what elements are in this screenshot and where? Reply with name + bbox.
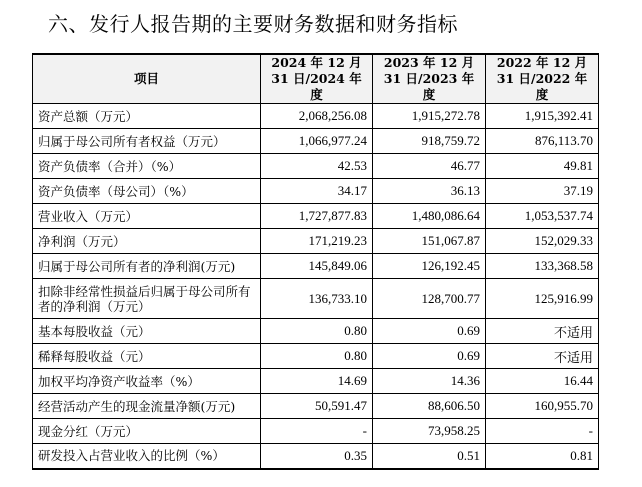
row-label: 资产负债率（母公司）（%）	[33, 179, 261, 204]
value-2023: 14.36	[373, 369, 486, 394]
value-2022: 0.81	[486, 444, 599, 469]
table-row	[33, 129, 599, 154]
table-row	[33, 344, 599, 369]
value-2022: 不适用	[486, 319, 599, 344]
value-2024: 136,733.10	[261, 279, 373, 319]
value-2022: 不适用	[486, 344, 599, 369]
value-2022: -	[486, 419, 599, 444]
row-label: 加权平均净资产收益率（%）	[33, 369, 261, 394]
table-row	[33, 369, 599, 394]
row-label: 基本每股收益（元）	[33, 319, 261, 344]
value-2023: 0.69	[373, 319, 486, 344]
value-2022: 876,113.70	[486, 129, 599, 154]
table-row	[33, 229, 599, 254]
table-row	[33, 254, 599, 279]
table-row	[33, 419, 599, 444]
row-label: 现金分红（万元）	[33, 419, 261, 444]
value-2022: 37.19	[486, 179, 599, 204]
value-2023: 0.69	[373, 344, 486, 369]
value-2022: 16.44	[486, 369, 599, 394]
header-2022: 2022 年 12 月 31 日/2022 年度	[486, 54, 599, 104]
row-label: 营业收入（万元）	[33, 204, 261, 229]
value-2023: 918,759.72	[373, 129, 486, 154]
value-2024: 0.80	[261, 344, 373, 369]
table-row	[33, 444, 599, 469]
value-2023: 128,700.77	[373, 279, 486, 319]
value-2024: 2,068,256.08	[261, 104, 373, 129]
section-title: 六、发行人报告期的主要财务数据和财务指标	[48, 12, 458, 36]
table-row	[33, 179, 599, 204]
value-2023: 73,958.25	[373, 419, 486, 444]
table-row	[33, 204, 599, 229]
header-item: 项目	[33, 54, 261, 104]
value-2022: 152,029.33	[486, 229, 599, 254]
row-label: 资产负债率（合并）（%）	[33, 154, 261, 179]
value-2024: 0.80	[261, 319, 373, 344]
value-2024: 1,066,977.24	[261, 129, 373, 154]
value-2022: 1,053,537.74	[486, 204, 599, 229]
row-label: 归属于母公司所有者的净利润(万元)	[33, 254, 261, 279]
value-2024: 0.35	[261, 444, 373, 469]
value-2024: 145,849.06	[261, 254, 373, 279]
row-label: 研发投入占营业收入的比例（%）	[33, 444, 261, 469]
value-2022: 160,955.70	[486, 394, 599, 419]
value-2024: 50,591.47	[261, 394, 373, 419]
table-row	[33, 394, 599, 419]
value-2023: 0.51	[373, 444, 486, 469]
value-2023: 1,915,272.78	[373, 104, 486, 129]
value-2024: 34.17	[261, 179, 373, 204]
header-2024: 2024 年 12 月 31 日/2024 年度	[261, 54, 373, 104]
value-2023: 126,192.45	[373, 254, 486, 279]
row-label: 稀释每股收益（元）	[33, 344, 261, 369]
financial-indicators-table	[32, 53, 599, 470]
value-2023: 36.13	[373, 179, 486, 204]
value-2024: 1,727,877.83	[261, 204, 373, 229]
row-label: 经营活动产生的现金流量净额(万元)	[33, 394, 261, 419]
value-2024: -	[261, 419, 373, 444]
table-row	[33, 154, 599, 179]
table-header-row	[33, 54, 599, 104]
row-label: 资产总额（万元）	[33, 104, 261, 129]
value-2024: 14.69	[261, 369, 373, 394]
value-2023: 88,606.50	[373, 394, 486, 419]
value-2024: 42.53	[261, 154, 373, 179]
header-2023: 2023 年 12 月 31 日/2023 年度	[373, 54, 486, 104]
row-label: 扣除非经常性损益后归属于母公司所有者的净利润（万元）	[33, 279, 261, 319]
value-2023: 46.77	[373, 154, 486, 179]
row-label: 归属于母公司所有者权益（万元）	[33, 129, 261, 154]
table-row	[33, 279, 599, 319]
value-2022: 1,915,392.41	[486, 104, 599, 129]
value-2023: 1,480,086.64	[373, 204, 486, 229]
table-row	[33, 104, 599, 129]
value-2024: 171,219.23	[261, 229, 373, 254]
table-row	[33, 319, 599, 344]
value-2022: 133,368.58	[486, 254, 599, 279]
row-label: 净利润（万元）	[33, 229, 261, 254]
value-2022: 49.81	[486, 154, 599, 179]
value-2023: 151,067.87	[373, 229, 486, 254]
value-2022: 125,916.99	[486, 279, 599, 319]
